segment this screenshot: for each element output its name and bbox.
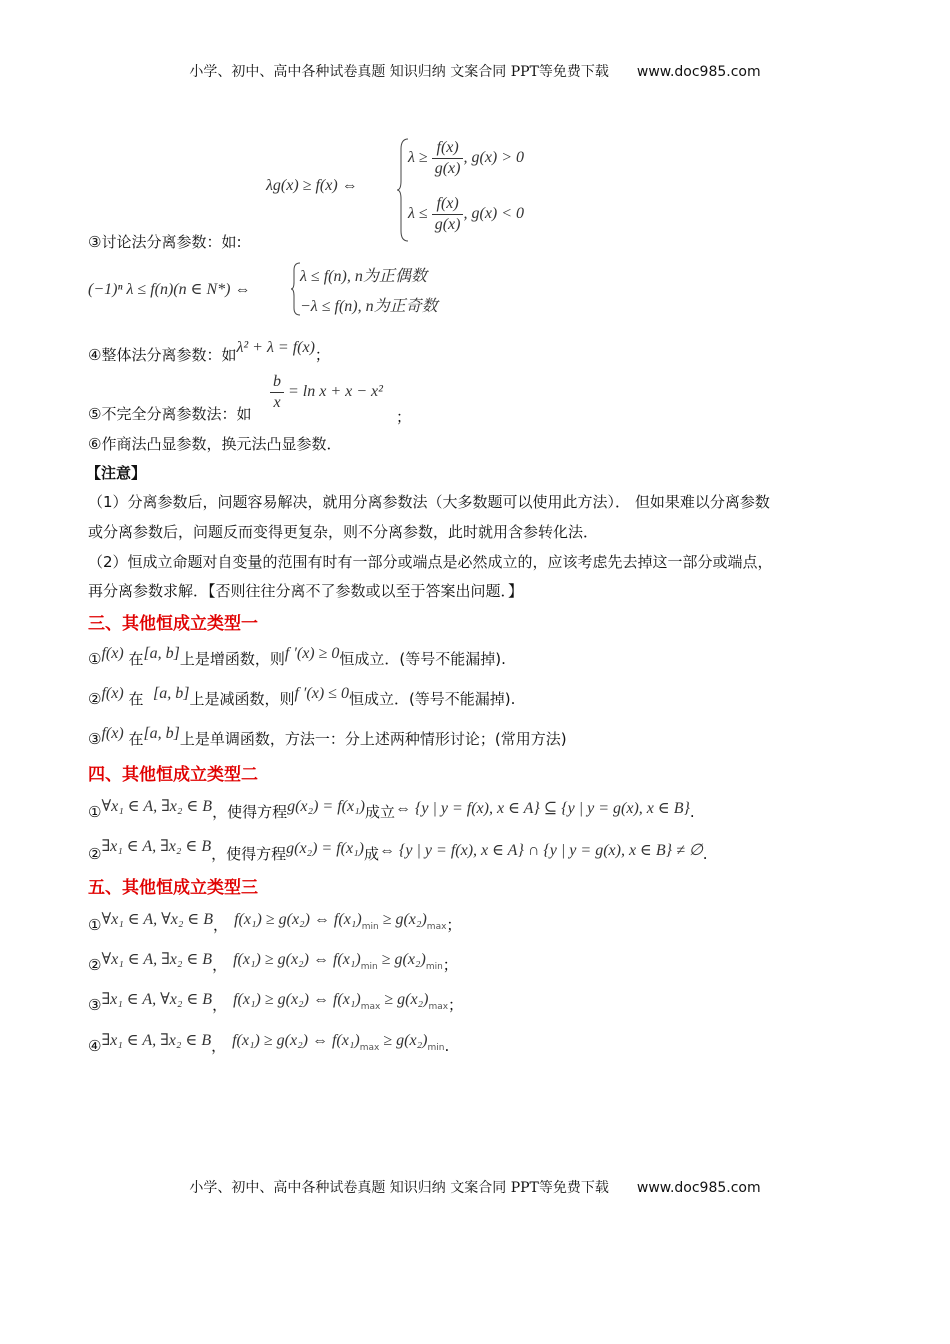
sec5-title: 五、其他恒成立类型三 — [88, 878, 258, 898]
note-p2a: （2）恒成立命题对自变量的范围有时有一部分或端点是必然成立的，应该考虑先去掉这一部分或端点， — [88, 553, 773, 571]
sec5-row-s1: max — [360, 1002, 381, 1012]
item3-label: ③讨论法分离参数：如: — [88, 233, 242, 251]
sec3-title: 三、其他恒成立类型一 — [88, 614, 258, 634]
sec5-row-end: . — [444, 1037, 450, 1055]
l1-ab: [a, b] — [143, 645, 180, 662]
formula1-lhs: λg(x) ≥ f(x) ⇔ — [266, 177, 358, 194]
sec5-row-s2: min — [425, 962, 443, 972]
item4-label: ④整体法分离参数：如 — [88, 346, 237, 364]
sec5-row — [88, 991, 464, 1015]
formula2-case2: −λ ≤ f(n), n为正奇数 — [300, 298, 438, 315]
sec3-line1 — [88, 645, 506, 669]
l3-f: f(x) — [101, 725, 124, 742]
sec5-row-n: ④ — [88, 1037, 102, 1055]
header-text: 小学、初中、高中各种试卷真题 知识归纳 文案合同 PPT等免费下载 — [189, 64, 609, 80]
case2-post: , g(x) < 0 — [463, 205, 525, 223]
s4l1-q: ∀x₁ ∈ A, ∃x₂ ∈ B — [101, 798, 213, 815]
sec5-row-end: ； — [446, 916, 462, 934]
sec5-row-s2: min — [427, 1043, 445, 1053]
l2-f: f(x) — [101, 685, 124, 702]
case2-den: g(x) — [434, 216, 461, 233]
l2-ab: [a, b] — [153, 685, 190, 702]
formula1-case1 — [408, 138, 524, 179]
sec4-line1 — [88, 798, 695, 822]
l3-zai: 在 — [128, 730, 144, 748]
case2-pre: λ ≤ — [408, 205, 428, 223]
s4l1-t2: 成立 — [364, 803, 395, 821]
sec5-row-f: f(x₁) ≥ g(x₂) ⇔ f(x₁) — [233, 991, 361, 1008]
sec5-row-end: ； — [448, 996, 464, 1014]
s4l1-end: . — [689, 803, 695, 821]
sec5-row-s2: max — [428, 1002, 449, 1012]
item5 — [88, 403, 251, 424]
sec5-row-f: f(x₁) ≥ g(x₂) ⇔ f(x₁) — [234, 911, 362, 928]
note-p1a: （1）分离参数后，问题容易解决，就用分离参数法（大多数题可以使用此方法）． 但如果难以分离参数 — [88, 493, 770, 511]
l1-t2: 恒成立．(等号不能漏掉). — [339, 650, 506, 668]
s4l2-end: . — [702, 845, 708, 863]
s4l1-rhs: ⇔ {y | y = f(x), x ∈ A} ⊆ {y | y = g(x), x ∈ B} — [394, 800, 690, 817]
sec5-row-q: ∃x₁ ∈ A, ∃x₂ ∈ B — [101, 1032, 212, 1049]
l2-d: f ′(x) ≤ 0 — [294, 685, 349, 702]
sec5-row — [88, 911, 462, 935]
sec5-row-s1: max — [359, 1043, 380, 1053]
s4l2-t2: 成 — [364, 845, 380, 863]
l2-t1: 上是减函数，则 — [189, 690, 295, 708]
item4-end: ； — [314, 346, 330, 364]
case2-num: f(x) — [432, 194, 464, 215]
s4l2-num: ② — [88, 845, 102, 863]
formula2-lhs: (−1)ⁿ λ ≤ f(n)(n ∈ N*) ⇔ — [88, 281, 251, 298]
page-header — [0, 61, 950, 81]
item5-end: ； — [396, 408, 412, 426]
l1-f: f(x) — [101, 645, 124, 662]
sec5-row-q: ∃x₁ ∈ A, ∀x₂ ∈ B — [101, 991, 213, 1008]
page-footer — [0, 1177, 950, 1197]
formula1-case2 — [408, 194, 524, 235]
s4l1-eq: g(x₂) = f(x₁) — [287, 798, 365, 815]
item5-label: ⑤不完全分离参数法：如 — [88, 405, 252, 423]
l3-num: ③ — [88, 730, 102, 748]
sec5-row-mid: ≥ g(x₂) — [377, 951, 426, 968]
sec5-row-n: ③ — [88, 996, 102, 1014]
note-title: 【注意】 — [86, 464, 147, 482]
item4-math: λ² + λ = f(x) — [236, 339, 315, 356]
s4l2-q: ∃x₁ ∈ A, ∃x₂ ∈ B — [101, 838, 212, 855]
sec5-row-mid: ≥ g(x₂) — [380, 991, 429, 1008]
l2-num: ② — [88, 690, 102, 708]
item5-math — [270, 372, 383, 413]
l3-ab: [a, b] — [143, 725, 180, 742]
note-p2b: 再分离参数求解．【否则往往分离不了参数或以至于答案出问题．】 — [88, 582, 524, 600]
l3-t1: 上是单调函数，方法一：分上述两种情形讨论；(常用方法) — [179, 730, 567, 748]
item5-num: b — [270, 372, 284, 393]
sec5-row-q: ∀x₁ ∈ A, ∀x₂ ∈ B — [101, 911, 214, 928]
sec5-row-s2: max — [426, 922, 447, 932]
sec5-row-end: ； — [442, 956, 458, 974]
item4 — [88, 339, 330, 365]
sec5-row-f: f(x₁) ≥ g(x₂) ⇔ f(x₁) — [233, 951, 361, 968]
header-site: www.doc985.com — [636, 64, 761, 80]
s4l2-eq: g(x₂) = f(x₁) — [286, 840, 364, 857]
case1-pre: λ ≥ — [408, 149, 428, 167]
sec5-row — [88, 1032, 450, 1056]
sec3-line2 — [88, 685, 516, 709]
sec5-row-mid: ≥ g(x₂) — [378, 911, 427, 928]
l2-t2: 恒成立．(等号不能漏掉). — [348, 690, 516, 708]
sec5-row-c: ， — [211, 1037, 227, 1055]
case1-post: , g(x) > 0 — [463, 149, 525, 167]
s4l2-t1: ，使得方程 — [211, 845, 287, 863]
sec5-row-n: ① — [88, 916, 102, 934]
l1-t1: 上是增函数，则 — [179, 650, 285, 668]
l1-num: ① — [88, 650, 102, 668]
l1-d: f ′(x) ≥ 0 — [284, 645, 340, 662]
item5-den: x — [273, 394, 281, 411]
sec5-row-s1: min — [361, 922, 379, 932]
item5-rhs: = ln x + x − x² — [288, 383, 383, 401]
sec5-row-c: ， — [213, 916, 229, 934]
sec3-line3 — [88, 725, 567, 749]
sec4-title: 四、其他恒成立类型二 — [88, 765, 258, 785]
case1-num: f(x) — [432, 138, 464, 159]
l1-zai: 在 — [128, 650, 144, 668]
note-p1b: 或分离参数后，问题反而变得更复杂，则不分离参数，此时就用含参转化法． — [88, 523, 599, 541]
sec5-row-n: ② — [88, 956, 102, 974]
formula2-case1: λ ≤ f(n), n为正偶数 — [300, 268, 427, 285]
s4l1-t1: ，使得方程 — [212, 803, 288, 821]
sec5-row-f: f(x₁) ≥ g(x₂) ⇔ f(x₁) — [232, 1032, 360, 1049]
sec4-line2 — [88, 838, 708, 864]
l2-zai: 在 — [128, 690, 144, 708]
case1-den: g(x) — [434, 160, 461, 177]
item6-label: ⑥作商法凸显参数，换元法凸显参数． — [88, 435, 342, 453]
footer-site: www.doc985.com — [636, 1180, 761, 1196]
sec5-row — [88, 951, 458, 975]
s4l2-rhs: ⇔ {y | y = f(x), x ∈ A} ∩ {y | y = g(x), x ∈ B} ≠ ∅ — [379, 842, 703, 859]
footer-text: 小学、初中、高中各种试卷真题 知识归纳 文案合同 PPT等免费下载 — [189, 1180, 609, 1196]
sec5-row-s1: min — [360, 962, 378, 972]
sec5-row-q: ∀x₁ ∈ A, ∃x₂ ∈ B — [101, 951, 213, 968]
s4l1-num: ① — [88, 803, 102, 821]
sec5-row-c: ， — [212, 996, 228, 1014]
sec5-row-mid: ≥ g(x₂) — [379, 1032, 428, 1049]
sec5-row-c: ， — [212, 956, 228, 974]
